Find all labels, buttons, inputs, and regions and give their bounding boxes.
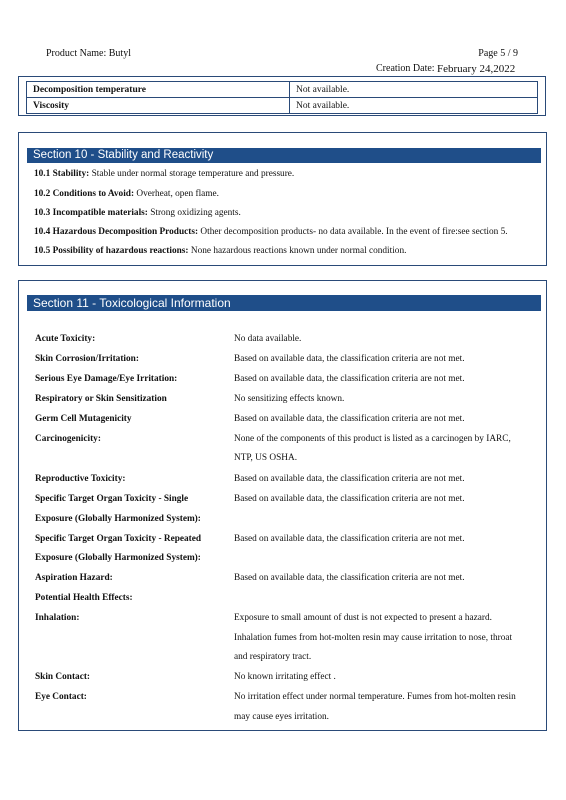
tox-value: Based on available data, the classification criteria are not met. [234, 534, 465, 544]
item-text: None hazardous reactions known under normal condition. [188, 246, 407, 256]
property-name: Decomposition temperature [27, 82, 290, 98]
tox-value: None of the components of this product is listed as a carcinogen by IARC, [234, 434, 511, 444]
list-item [34, 169, 294, 179]
tox-value: Based on available data, the classification criteria are not met. [234, 374, 465, 384]
tox-value: No data available. [234, 334, 302, 344]
tox-label: Inhalation: [35, 613, 80, 623]
creation-date: February 24,2022 [437, 63, 516, 75]
item-label: 10.4 Hazardous Decomposition Products: [34, 227, 199, 237]
tox-label: Skin Corrosion/Irritation: [35, 354, 139, 364]
tox-value: Inhalation fumes from hot-molten resin may cause irritation to nose, throat [234, 633, 513, 643]
tox-label: Exposure (Globally Harmonized System): [35, 514, 201, 524]
tox-value: NTP, US OSHA. [234, 453, 298, 463]
creation-date-label: Creation Date: [376, 63, 435, 74]
list-item [34, 227, 508, 237]
tox-value: Based on available data, the classification criteria are not met. [234, 494, 465, 504]
section-10-title: Section 10 - Stability and Reactivity [27, 148, 541, 163]
item-label: 10.1 Stability: [34, 169, 90, 179]
table-row [27, 98, 538, 114]
section-11-title: Section 11 - Toxicological Information [27, 295, 541, 311]
item-text: Overheat, open flame. [134, 189, 219, 199]
item-text: Stable under normal storage temperature and pressure. [89, 169, 295, 179]
properties-table [26, 81, 538, 114]
tox-label: Eye Contact: [35, 692, 87, 702]
tox-label: Carcinogenicity: [35, 434, 101, 444]
list-item [34, 189, 219, 199]
tox-label: Reproductive Toxicity: [35, 474, 126, 484]
item-label: 10.5 Possibility of hazardous reactions: [34, 246, 189, 256]
tox-value: Exposure to small amount of dust is not expected to present a hazard. [234, 613, 492, 623]
list-item [34, 246, 406, 256]
section-11-toxicology [18, 280, 547, 731]
tox-label: Specific Target Organ Toxicity - Single [35, 494, 189, 504]
property-value: Not available. [290, 82, 538, 98]
tox-value: Based on available data, the classification criteria are not met. [234, 354, 465, 364]
tox-value: Based on available data, the classification criteria are not met. [234, 573, 465, 583]
item-text: Other decomposition products- no data available. In the event of fire:see section 5. [198, 227, 508, 237]
tox-label: Exposure (Globally Harmonized System): [35, 553, 201, 563]
list-item [34, 208, 241, 218]
tox-label: Aspiration Hazard: [35, 573, 113, 583]
item-label: 10.2 Conditions to Avoid: [34, 189, 135, 199]
tox-label: Specific Target Organ Toxicity - Repeated [35, 534, 202, 544]
tox-label: Respiratory or Skin Sensitization [35, 394, 167, 404]
property-value: Not available. [290, 98, 538, 114]
tox-value: No irritation effect under normal temperature. Fumes from hot-molten resin [234, 692, 516, 702]
tox-value: Based on available data, the classification criteria are not met. [234, 474, 465, 484]
tox-label: Potential Health Effects: [35, 593, 133, 603]
tox-label: Serious Eye Damage/Eye Irritation: [35, 374, 178, 384]
item-label: 10.3 Incompatible materials: [34, 208, 148, 218]
tox-label: Germ Cell Mutagenicity [35, 414, 132, 424]
property-name: Viscosity [27, 98, 290, 114]
page-number: Page 5 / 9 [478, 48, 518, 59]
tox-value: No known irritating effect . [234, 672, 336, 682]
tox-value: and respiratory tract. [234, 652, 312, 662]
tox-value: Based on available data, the classification criteria are not met. [234, 414, 465, 424]
tox-label: Acute Toxicity: [35, 334, 96, 344]
tox-value: No sensitizing effects known. [234, 394, 345, 404]
tox-value: may cause eyes irritation. [234, 712, 329, 722]
product-name: Product Name: Butyl [46, 48, 131, 59]
section-10-stability [18, 132, 547, 266]
item-text: Strong oxidizing agents. [147, 208, 241, 218]
table-row [27, 82, 538, 98]
tox-label: Skin Contact: [35, 672, 91, 682]
